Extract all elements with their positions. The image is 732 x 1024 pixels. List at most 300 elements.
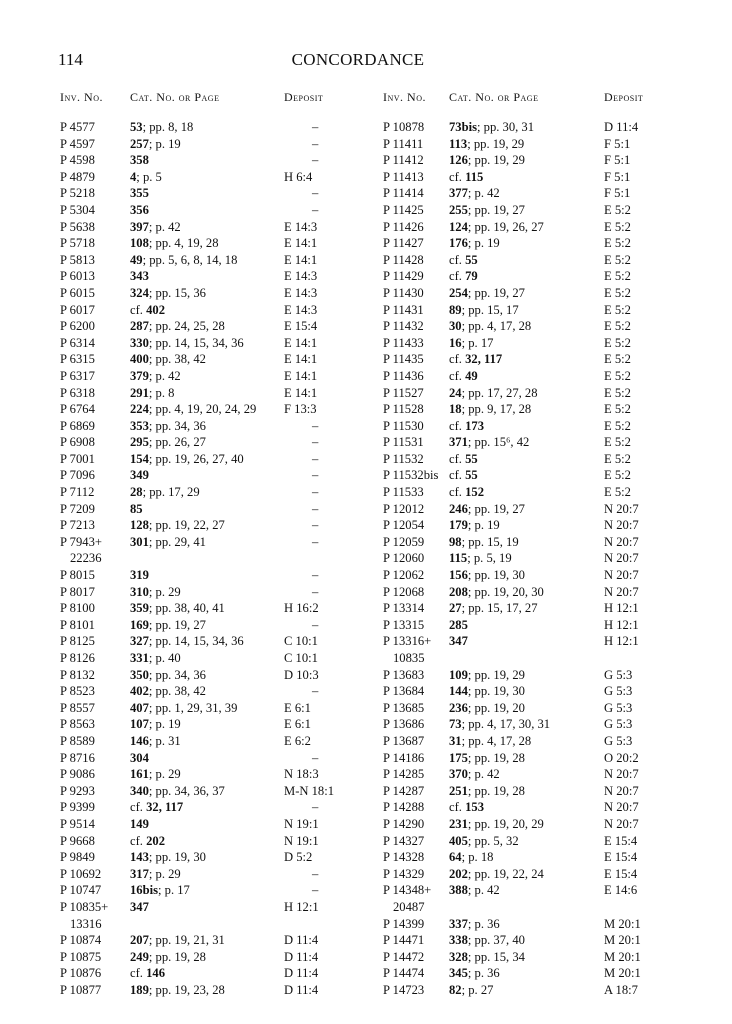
cat-number: 73 <box>449 717 462 732</box>
inv-no: 10835 <box>393 651 425 665</box>
cat-pages: ; pp. 4, 17, 28 <box>461 733 532 748</box>
cat-number: 208 <box>449 584 468 599</box>
cat-pages: ; pp. 4, 17, 30, 31 <box>461 717 551 732</box>
table-row <box>60 982 350 999</box>
inv-no: P 11527 <box>383 385 424 400</box>
cat-no <box>449 385 538 402</box>
cat-no <box>130 501 143 518</box>
table-row <box>383 235 673 252</box>
table-row <box>60 335 350 352</box>
header-deposit: Deposit <box>604 90 644 104</box>
table-row <box>383 351 673 368</box>
cat-pages: ; pp. 19, 20 <box>467 700 525 715</box>
concordance-column-left <box>60 90 350 998</box>
cat-no <box>130 650 181 667</box>
deposit: – <box>312 418 319 433</box>
table-row <box>60 733 350 750</box>
concordance-rows-left <box>60 119 350 998</box>
cat-number: 249 <box>130 949 149 964</box>
table-row <box>60 169 350 186</box>
cat-pages: ; pp. 19, 30 <box>148 850 206 865</box>
deposit: M 20:1 <box>604 933 641 948</box>
cat-number: 189 <box>130 982 149 997</box>
inv-no: P 11432 <box>383 319 424 334</box>
table-row <box>60 584 350 601</box>
cat-no <box>449 866 544 883</box>
inv-no: P 13314 <box>383 601 425 616</box>
cat-number: 98 <box>449 534 462 549</box>
inv-no: P 6869 <box>60 418 95 433</box>
table-row <box>60 285 350 302</box>
cat-number: 16 <box>449 335 462 350</box>
table-row <box>60 268 350 285</box>
cat-pages: ; pp. 9, 17, 28 <box>461 402 532 417</box>
cat-no <box>130 982 225 999</box>
cat-no <box>130 667 206 684</box>
inv-no: P 14472 <box>383 949 425 964</box>
inv-no: P 8017 <box>60 584 95 599</box>
cat-number: 350 <box>130 667 149 682</box>
table-row <box>60 119 350 136</box>
cat-no <box>130 169 162 186</box>
inv-no: P 12059 <box>383 534 425 549</box>
inv-no: P 11530 <box>383 418 424 433</box>
cat-number: 89 <box>449 302 462 317</box>
deposit: E 6:1 <box>284 717 311 732</box>
inv-no: P 12054 <box>383 518 425 533</box>
cat-no <box>449 965 500 982</box>
table-row <box>383 385 673 402</box>
cat-no <box>449 434 529 451</box>
cat-no <box>130 866 181 883</box>
inv-no: P 13315 <box>383 617 425 632</box>
cat-no <box>130 385 174 402</box>
cat-number: 224 <box>130 402 149 417</box>
table-row <box>383 783 673 800</box>
cat-prefix: cf. <box>449 352 466 367</box>
cat-number: 397 <box>130 219 149 234</box>
cat-no <box>130 816 149 833</box>
inv-no: P 12068 <box>383 584 425 599</box>
inv-no: P 5638 <box>60 219 95 234</box>
inv-no: P 10878 <box>383 120 425 134</box>
inv-no: P 14399 <box>383 916 425 931</box>
table-row <box>60 683 350 700</box>
cat-no <box>449 584 544 601</box>
deposit: – <box>312 186 319 201</box>
table-row <box>383 849 673 866</box>
deposit: D 11:4 <box>284 933 319 948</box>
inv-no: P 8557 <box>60 700 95 715</box>
deposit: M 20:1 <box>604 949 641 964</box>
cat-no <box>130 185 149 202</box>
header-inv-no: Inv. No. <box>60 90 103 104</box>
cat-number: 246 <box>449 501 468 516</box>
table-row <box>60 202 350 219</box>
table-row <box>383 467 673 484</box>
cat-number: 236 <box>449 700 468 715</box>
table-row <box>60 185 350 202</box>
table-row <box>60 385 350 402</box>
table-row <box>383 617 673 634</box>
cat-pages: ; pp. 26, 27 <box>148 435 206 450</box>
cat-pages: ; pp. 5, 32 <box>467 833 519 848</box>
cat-pages: ; pp. 15⁶, 42 <box>467 435 530 450</box>
cat-no <box>449 351 502 368</box>
inv-no: P 11528 <box>383 402 424 417</box>
cat-pages: ; pp. 38, 40, 41 <box>148 601 225 616</box>
cat-number: 108 <box>130 236 149 251</box>
cat-number: 301 <box>130 534 149 549</box>
cat-no <box>130 882 190 899</box>
deposit: E 5:2 <box>604 269 631 284</box>
deposit: – <box>312 750 319 765</box>
deposit: E 5:2 <box>604 285 631 300</box>
deposit: F 5:1 <box>604 186 631 201</box>
cat-no <box>130 252 237 269</box>
inv-no: P 14327 <box>383 833 425 848</box>
cat-number: 115 <box>449 551 468 566</box>
cat-number: 310 <box>130 584 149 599</box>
cat-pages: ; pp. 19, 28 <box>467 783 525 798</box>
cat-pages: ; p. 42 <box>467 767 500 782</box>
cat-pages: ; pp. 19, 23, 28 <box>148 982 225 997</box>
cat-no <box>449 467 478 484</box>
table-row <box>383 567 673 584</box>
deposit: N 19:1 <box>284 816 319 831</box>
cat-no <box>449 766 500 783</box>
cat-no <box>449 982 493 999</box>
cat-number: 319 <box>130 568 149 583</box>
cat-no <box>130 285 206 302</box>
cat-number: 55 <box>465 252 478 267</box>
table-row <box>383 882 673 899</box>
cat-no <box>449 501 525 518</box>
cat-no <box>449 667 525 684</box>
inv-no: P 6317 <box>60 368 95 383</box>
inv-no: 22236 <box>70 551 102 566</box>
inv-no: P 11414 <box>383 186 424 201</box>
column-headers <box>60 90 350 110</box>
cat-pages: ; pp. 14, 15, 34, 36 <box>148 335 244 350</box>
inv-no: P 14723 <box>383 982 425 997</box>
inv-no: P 11532bis <box>383 468 439 483</box>
table-row <box>60 916 350 933</box>
inv-no: P 5304 <box>60 202 95 217</box>
deposit: E 14:3 <box>284 219 318 234</box>
table-row <box>383 169 673 186</box>
inv-no: P 7209 <box>60 501 95 516</box>
inv-no: P 4598 <box>60 153 95 168</box>
table-row <box>60 882 350 899</box>
concordance-rows-right <box>383 119 673 998</box>
deposit: – <box>312 534 319 549</box>
cat-no <box>449 401 531 418</box>
cat-number: 251 <box>449 783 468 798</box>
deposit: – <box>312 684 319 699</box>
inv-no: P 8126 <box>60 651 95 665</box>
cat-number: 153 <box>465 800 484 815</box>
cat-number: 338 <box>449 933 468 948</box>
cat-number: 109 <box>449 667 468 682</box>
deposit: N 20:7 <box>604 767 639 782</box>
inv-no: P 11413 <box>383 169 424 184</box>
table-row <box>60 932 350 949</box>
inv-no: P 7112 <box>60 485 95 500</box>
cat-no <box>130 783 225 800</box>
inv-no: P 11431 <box>383 302 424 317</box>
inv-no: P 5218 <box>60 186 95 201</box>
cat-number: 345 <box>449 966 468 981</box>
cat-number: 154 <box>130 451 149 466</box>
deposit: E 5:2 <box>604 402 631 417</box>
inv-no: P 12062 <box>383 568 425 583</box>
cat-number: 371 <box>449 435 468 450</box>
cat-pages: ; pp. 19, 27 <box>467 501 525 516</box>
cat-number: 53 <box>130 120 143 134</box>
inv-no: P 9849 <box>60 850 95 865</box>
deposit: O 20:2 <box>604 750 639 765</box>
table-row <box>383 318 673 335</box>
cat-pages: ; pp. 19, 26, 27 <box>467 219 544 234</box>
deposit: N 18:3 <box>284 767 319 782</box>
deposit: H 12:1 <box>284 899 319 914</box>
cat-number: 49 <box>130 252 143 267</box>
table-row <box>60 368 350 385</box>
inv-no: P 7096 <box>60 468 95 483</box>
deposit: G 5:3 <box>604 684 633 699</box>
cat-number: 16bis <box>130 883 158 898</box>
inv-no: P 8015 <box>60 568 95 583</box>
inv-no: P 11435 <box>383 352 424 367</box>
inv-no: P 11430 <box>383 285 424 300</box>
inv-no: P 12012 <box>383 501 425 516</box>
table-row <box>383 517 673 534</box>
cat-no <box>130 119 193 136</box>
cat-number: 202 <box>449 866 468 881</box>
table-row <box>383 700 673 717</box>
table-row <box>60 816 350 833</box>
cat-pages: ; pp. 38, 42 <box>148 684 206 699</box>
cat-pages: ; p. 18 <box>461 850 494 865</box>
table-row <box>60 667 350 684</box>
table-row <box>383 368 673 385</box>
deposit: E 6:1 <box>284 700 311 715</box>
cat-no <box>449 152 525 169</box>
deposit: E 14:1 <box>284 252 318 267</box>
deposit: C 10:1 <box>284 634 318 649</box>
deposit: G 5:3 <box>604 700 633 715</box>
cat-pages: ; pp. 15, 36 <box>148 285 206 300</box>
cat-no <box>449 783 525 800</box>
cat-no <box>449 219 544 236</box>
cat-number: 257 <box>130 136 149 151</box>
cat-pages: ; p. 5 <box>136 169 162 184</box>
cat-number: 27 <box>449 601 462 616</box>
cat-number: 291 <box>130 385 149 400</box>
cat-pages: ; pp. 19, 30 <box>467 568 525 583</box>
cat-no <box>130 766 181 783</box>
inv-no: P 11429 <box>383 269 424 284</box>
deposit: – <box>312 501 319 516</box>
cat-number: 359 <box>130 601 149 616</box>
cat-no <box>449 202 525 219</box>
cat-pages: ; p. 36 <box>467 916 500 931</box>
cat-no <box>130 202 149 219</box>
deposit: N 20:7 <box>604 783 639 798</box>
inv-no: P 14348+ <box>383 883 432 898</box>
inv-no: P 11411 <box>383 136 424 151</box>
cat-no <box>449 268 478 285</box>
inv-no: P 7213 <box>60 518 95 533</box>
table-row <box>383 833 673 850</box>
cat-number: 30 <box>449 319 462 334</box>
table-row <box>60 451 350 468</box>
cat-pages: ; pp. 34, 36 <box>148 418 206 433</box>
cat-number: 324 <box>130 285 149 300</box>
cat-pages: ; pp. 19, 30 <box>467 684 525 699</box>
table-row <box>383 667 673 684</box>
deposit: E 14:1 <box>284 368 318 383</box>
deposit: F 5:1 <box>604 136 631 151</box>
cat-number: 328 <box>449 949 468 964</box>
cat-no <box>449 368 478 385</box>
cat-no <box>449 136 524 153</box>
cat-number: 146 <box>130 733 149 748</box>
table-row <box>60 750 350 767</box>
table-row <box>383 650 673 667</box>
table-row <box>60 617 350 634</box>
inv-no: 13316 <box>70 916 102 931</box>
cat-number: 115 <box>465 169 484 184</box>
cat-number: 32, 117 <box>465 352 503 367</box>
inv-no: P 13683 <box>383 667 425 682</box>
cat-prefix: cf. <box>130 966 147 981</box>
table-row <box>383 136 673 153</box>
cat-no <box>449 235 500 252</box>
inv-no: P 10747 <box>60 883 102 898</box>
deposit: G 5:3 <box>604 717 633 732</box>
cat-pages: ; p. 29 <box>148 866 181 881</box>
cat-no <box>449 882 500 899</box>
cat-pages: ; p. 42 <box>467 186 500 201</box>
inv-no: P 9399 <box>60 800 95 815</box>
table-row <box>383 916 673 933</box>
cat-pages: ; p. 19 <box>467 236 500 251</box>
cat-number: 254 <box>449 285 468 300</box>
table-row <box>383 633 673 650</box>
inv-no: P 14474 <box>383 966 425 981</box>
cat-number: 400 <box>130 352 149 367</box>
cat-pages: ; pp. 5, 6, 8, 14, 18 <box>142 252 238 267</box>
deposit: E 6:2 <box>284 733 311 748</box>
table-row <box>383 716 673 733</box>
deposit: – <box>312 518 319 533</box>
table-row <box>383 268 673 285</box>
table-row <box>60 650 350 667</box>
table-row <box>383 119 673 136</box>
table-row <box>60 401 350 418</box>
cat-number: 327 <box>130 634 149 649</box>
page-title: CONCORDANCE <box>291 50 425 69</box>
cat-no <box>130 799 183 816</box>
cat-number: 358 <box>130 153 149 168</box>
table-row <box>60 799 350 816</box>
cat-pages: ; pp. 19, 27 <box>467 285 525 300</box>
deposit: M 20:1 <box>604 916 641 931</box>
cat-number: 207 <box>130 933 149 948</box>
table-row <box>383 799 673 816</box>
deposit: E 14:1 <box>284 352 318 367</box>
inv-no: P 6013 <box>60 269 95 284</box>
cat-no <box>130 965 165 982</box>
inv-no: P 8523 <box>60 684 95 699</box>
cat-pages: ; pp. 15, 17, 27 <box>461 601 538 616</box>
inv-no: P 10875 <box>60 949 102 964</box>
deposit: D 11:4 <box>284 949 319 964</box>
cat-number: 295 <box>130 435 149 450</box>
cat-prefix: cf. <box>130 833 147 848</box>
cat-no <box>130 683 206 700</box>
cat-no <box>449 716 550 733</box>
cat-pages: ; pp. 19, 21, 31 <box>148 933 225 948</box>
table-row <box>383 418 673 435</box>
table-row <box>383 185 673 202</box>
cat-no <box>130 567 149 584</box>
table-row <box>60 534 350 551</box>
table-row <box>60 700 350 717</box>
cat-number: 82 <box>449 982 462 997</box>
cat-pages: ; p. 27 <box>461 982 494 997</box>
inv-no: P 8132 <box>60 667 95 682</box>
table-row <box>383 252 673 269</box>
cat-prefix: cf. <box>449 169 466 184</box>
cat-number: 143 <box>130 850 149 865</box>
inv-no: P 8563 <box>60 717 95 732</box>
deposit: H 12:1 <box>604 617 639 632</box>
cat-pages: ; pp. 38, 42 <box>148 352 206 367</box>
deposit: F 13:3 <box>284 402 317 417</box>
inv-no: P 6764 <box>60 402 95 417</box>
inv-no: P 14285 <box>383 767 425 782</box>
cat-no <box>130 434 206 451</box>
inv-no: P 5718 <box>60 236 95 251</box>
cat-pages: ; p. 8 <box>148 385 175 400</box>
table-row <box>60 766 350 783</box>
deposit: – <box>312 435 319 450</box>
cat-number: 49 <box>465 368 478 383</box>
cat-no <box>449 451 478 468</box>
cat-pages: ; pp. 19, 22, 24 <box>467 866 544 881</box>
table-row <box>383 866 673 883</box>
table-row <box>60 899 350 916</box>
cat-number: 113 <box>449 136 468 151</box>
cat-pages: ; p. 19 <box>148 717 181 732</box>
deposit: N 20:7 <box>604 584 639 599</box>
cat-no <box>449 799 484 816</box>
cat-no <box>130 219 181 236</box>
header-cat-no: Cat. No. or Page <box>130 90 220 104</box>
cat-number: 407 <box>130 700 149 715</box>
table-row <box>383 534 673 551</box>
table-row <box>383 434 673 451</box>
inv-no: P 14328 <box>383 850 425 865</box>
cat-number: 146 <box>146 966 165 981</box>
cat-number: 304 <box>130 750 149 765</box>
cat-pages: ; p. 5, 19 <box>467 551 512 566</box>
inv-no: P 6200 <box>60 319 95 334</box>
inv-no: P 6015 <box>60 285 95 300</box>
